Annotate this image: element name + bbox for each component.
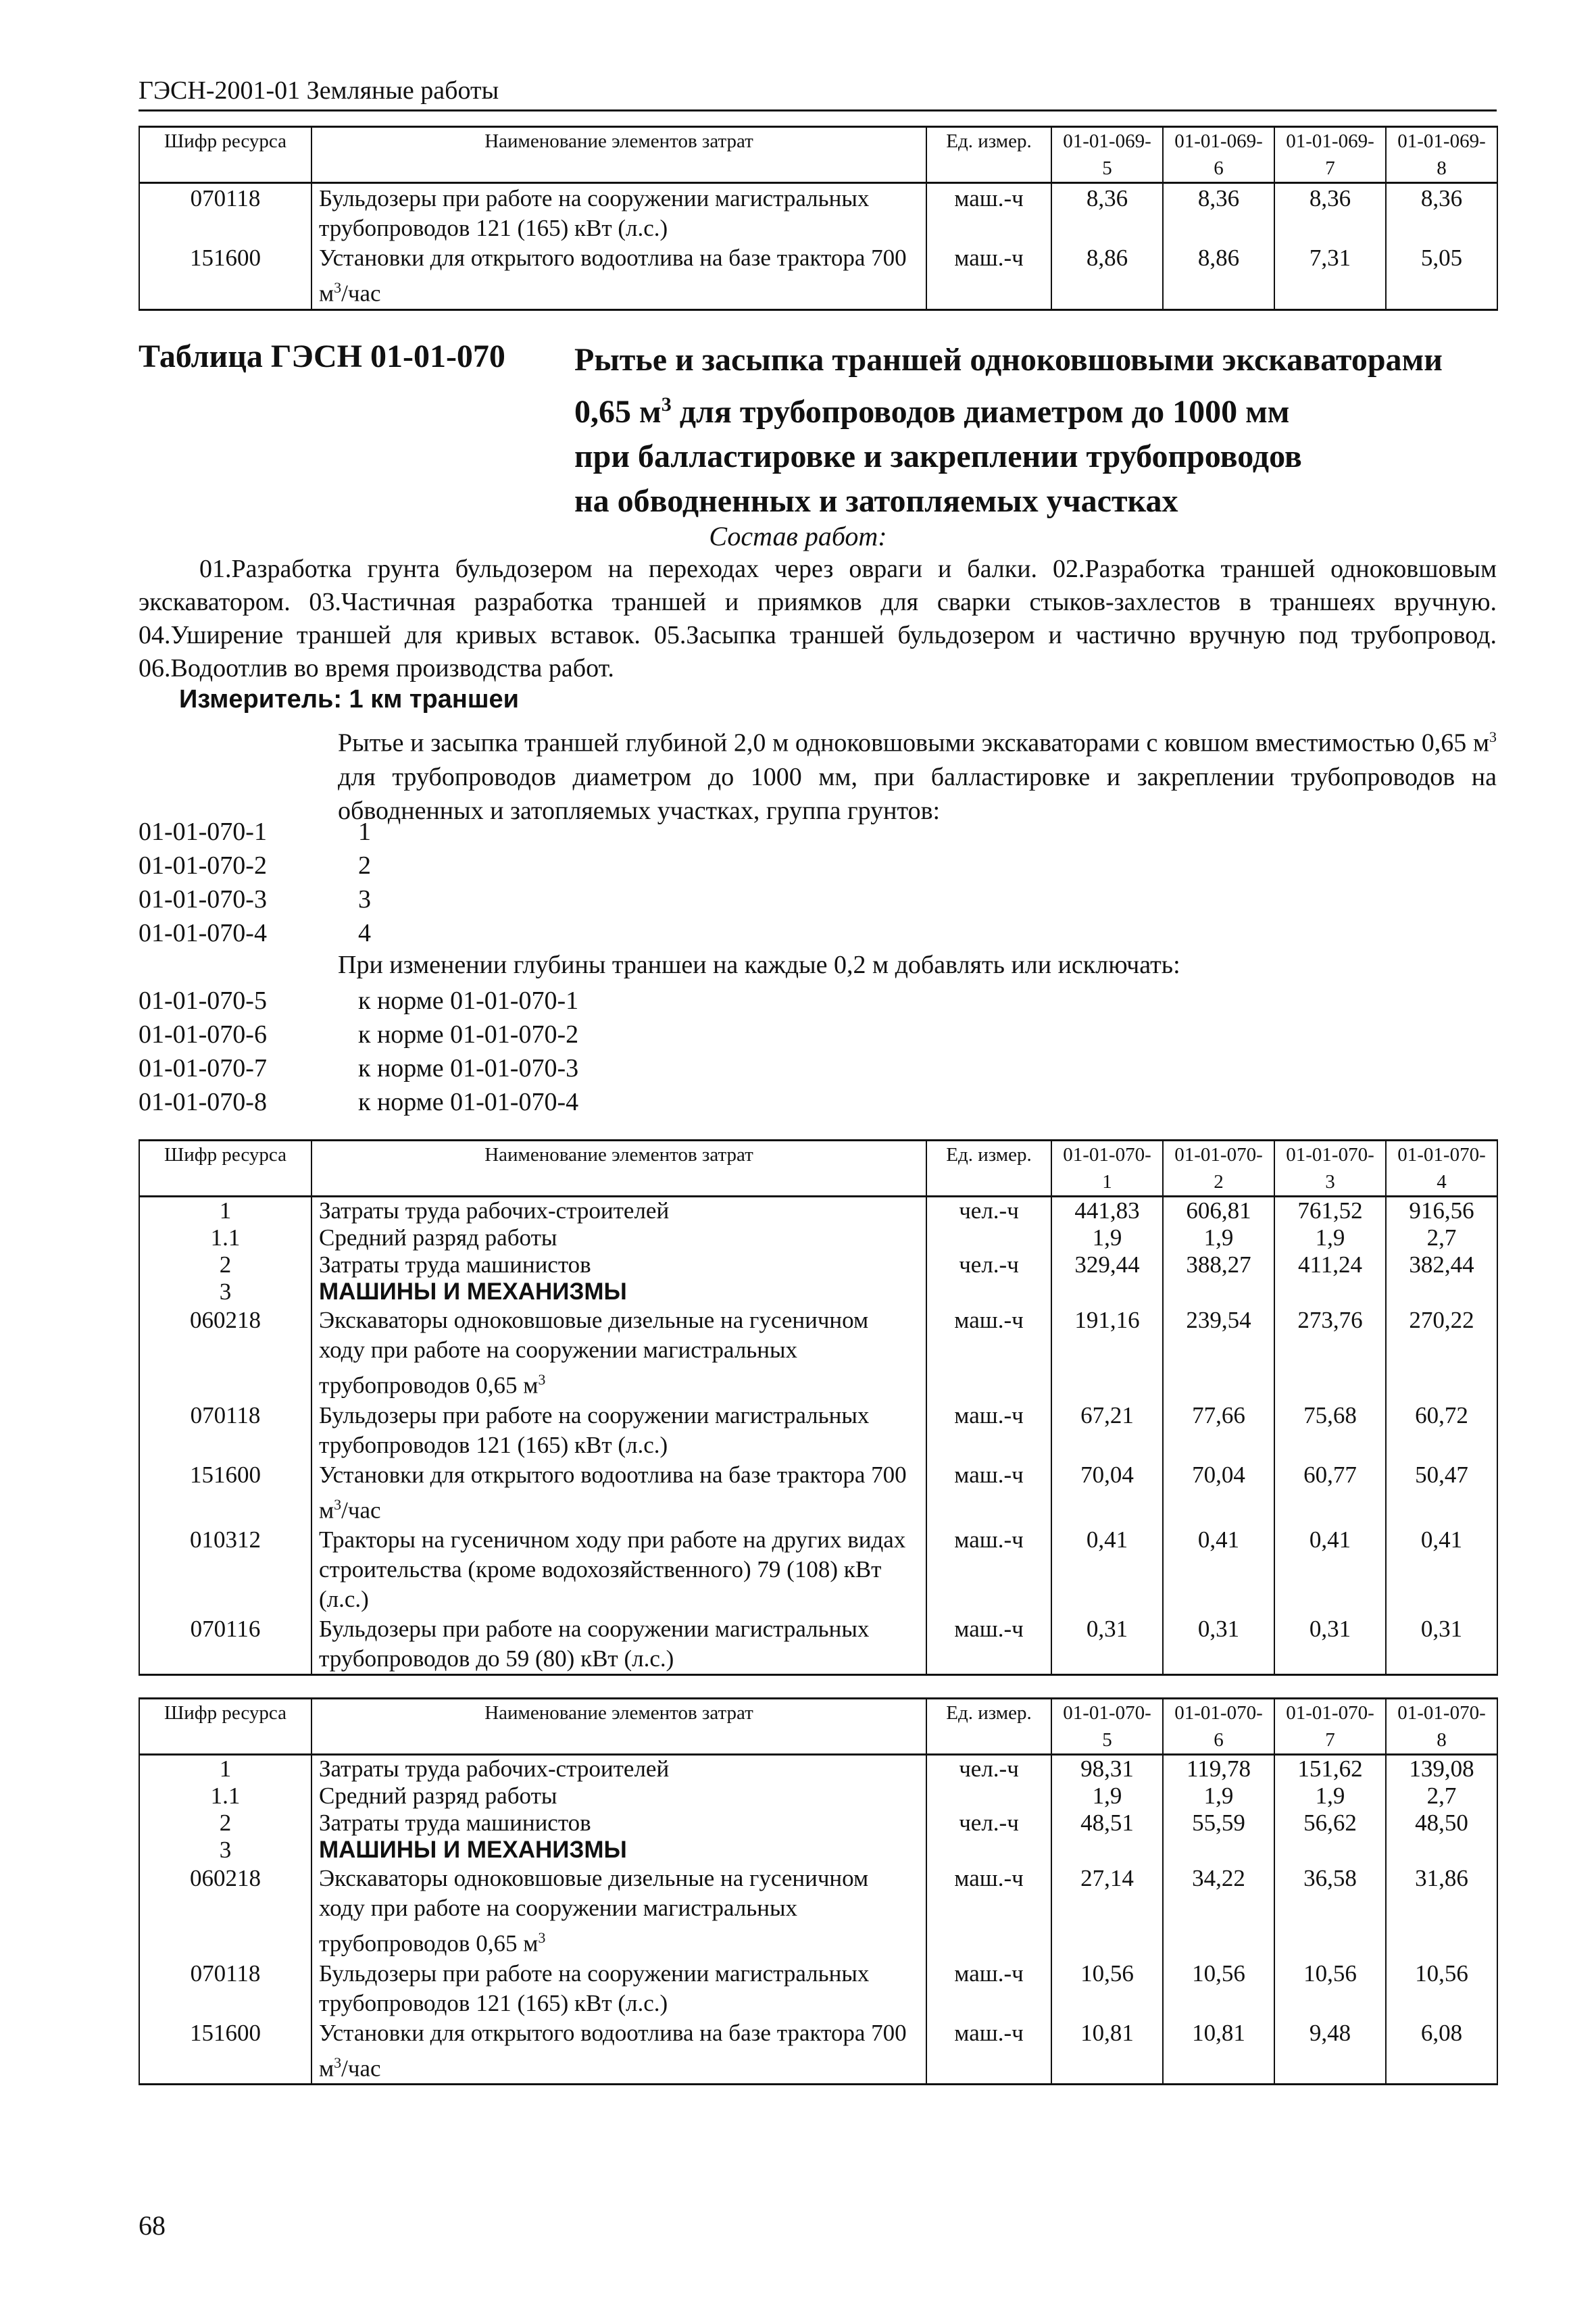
table-row [139, 1251, 1497, 1278]
table-01-01-070-5-8 [139, 1697, 1498, 2085]
resource-name: Установки для открытого водоотлива на базе трактора 700 $м^3$/час [311, 1460, 926, 1526]
section-heading: МАШИНЫ И МЕХАНИЗМЫ [311, 1278, 926, 1305]
resource-name: Экскаваторы одноковшовые дизельные на гусеничном ходу при работе на сооружении магистральных трубопроводов 0,65 $м^3$ [311, 1864, 926, 1959]
resource-name: Затраты труда машинистов [311, 1251, 926, 1278]
table-row [139, 2018, 1497, 2085]
resource-name: Затраты труда рабочих-строителей [311, 1197, 926, 1225]
resource-name: Бульдозеры при работе на сооружении магистральных трубопроводов 121 (165) кВт (л.с.) [311, 1959, 926, 2018]
resource-name: Экскаваторы одноковшовые дизельные на гусеничном ходу при работе на сооружении магистральных трубопроводов 0,65 $м^3$ [311, 1305, 926, 1401]
table-row [139, 1810, 1497, 1837]
value-cell: 75,68 [1274, 1401, 1386, 1460]
value-cell: 2,7 [1386, 1224, 1497, 1251]
resource-name: Бульдозеры при работе на сооружении магистральных трубопроводов 121 (165) кВт (л.с.) [311, 183, 926, 244]
value-cell: 5,05 [1386, 243, 1497, 309]
value-cell: 411,24 [1274, 1251, 1386, 1278]
resource-name: Средний разряд работы [311, 1783, 926, 1810]
resource-code: 060218 [139, 1864, 311, 1959]
resource-code: 1 [139, 1755, 311, 1783]
value-cell: 139,08 [1386, 1755, 1497, 1783]
resource-code: 3 [139, 1837, 311, 1864]
header-unit: Ед. измер. [926, 127, 1051, 183]
value-cell: 0,41 [1386, 1525, 1497, 1614]
header-col-2: 01-01-069-6 [1163, 127, 1274, 183]
value-cell: 60,77 [1274, 1460, 1386, 1526]
header-col-4: 01-01-070-4 [1386, 1141, 1497, 1197]
value-cell: 382,44 [1386, 1251, 1497, 1278]
resource-unit: маш.-ч [926, 183, 1051, 244]
value-cell: 55,59 [1163, 1810, 1274, 1837]
value-cell: 151,62 [1274, 1755, 1386, 1783]
value-cell: 761,52 [1274, 1197, 1386, 1225]
header-col-4: 01-01-070-8 [1386, 1699, 1497, 1755]
resource-code: 151600 [139, 1460, 311, 1526]
resource-code: 1 [139, 1197, 311, 1225]
value-cell: 10,56 [1274, 1959, 1386, 2018]
table-row [139, 1460, 1497, 1526]
resource-code: 2 [139, 1251, 311, 1278]
resource-code: 070118 [139, 1401, 311, 1460]
value-cell: 1,9 [1274, 1783, 1386, 1810]
resource-unit [926, 1783, 1051, 1810]
table-row [139, 1525, 1497, 1614]
works-text: 01.Разработка грунта бульдозером на переходах через овраги и балки. 02.Разработка траншей одноковшовым экскаватором. 03.Частичная разработка траншей и приямков для сварки стыков-захлестов в траншеях вручную. 04.Уширение траншей для кривых вставок. 05.Засыпка траншей бульдозером и частично вручную под трубопровод. 06.Водоотлив во время производства работ. [139, 555, 1497, 682]
value-cell: 0,31 [1163, 1614, 1274, 1675]
header-col-1: 01-01-070-1 [1051, 1141, 1163, 1197]
value-cell: 8,36 [1274, 183, 1386, 244]
table-title-code: Таблица ГЭСН 01-01-070 [139, 339, 505, 374]
resource-unit: маш.-ч [926, 1460, 1051, 1526]
list-item: 01-01-070-8 к норме 01-01-070-4 [139, 1088, 579, 1116]
resource-name: Установки для открытого водоотлива на базе трактора 700 $м^3$/час [311, 2018, 926, 2085]
table-row [139, 1305, 1497, 1401]
table-header-row [139, 1141, 1497, 1197]
value-cell: 6,08 [1386, 2018, 1497, 2085]
resource-unit: чел.-ч [926, 1251, 1051, 1278]
table-row [139, 243, 1497, 309]
value-cell: 0,41 [1163, 1525, 1274, 1614]
list-item: 01-01-070-4 4 [139, 919, 371, 947]
resource-unit: маш.-ч [926, 1401, 1051, 1460]
list-item: 01-01-070-1 1 [139, 818, 371, 846]
value-cell: 270,22 [1386, 1305, 1497, 1401]
resource-code: 070116 [139, 1614, 311, 1675]
value-cell: 916,56 [1386, 1197, 1497, 1225]
resource-name: Установки для открытого водоотлива на базе трактора 700 $м^3$/час [311, 243, 926, 309]
value-cell: 10,56 [1051, 1959, 1163, 2018]
table-header-row [139, 1699, 1497, 1755]
resource-code: 070118 [139, 183, 311, 244]
resource-code: 070118 [139, 1959, 311, 2018]
value-cell: 60,72 [1386, 1401, 1497, 1460]
value-cell: 1,9 [1163, 1224, 1274, 1251]
header-col-2: 01-01-070-2 [1163, 1141, 1274, 1197]
value-cell: 0,31 [1386, 1614, 1497, 1675]
resource-name: Средний разряд работы [311, 1224, 926, 1251]
value-cell: 9,48 [1274, 2018, 1386, 2085]
value-cell: 273,76 [1274, 1305, 1386, 1401]
header-unit: Ед. измер. [926, 1699, 1051, 1755]
resource-unit: маш.-ч [926, 1305, 1051, 1401]
value-cell: 70,04 [1163, 1460, 1274, 1526]
value-cell: 1,9 [1051, 1224, 1163, 1251]
header-code: Шифр ресурса [139, 127, 311, 183]
value-cell: 441,83 [1051, 1197, 1163, 1225]
value-cell: 10,56 [1386, 1959, 1497, 2018]
resource-unit: чел.-ч [926, 1197, 1051, 1225]
norm-description: Рытье и засыпка траншей глубиной 2,0 м одноковшовыми экскаваторами с ковшом вместимостью 0,65 $м^3$ для трубопроводов диаметром до 1000 мм, при балластировке и закреплении трубопроводов на обводненных и затопляемых участках, группа грунтов: [338, 728, 1497, 825]
header-col-3: 01-01-069-7 [1274, 127, 1386, 183]
table-01-01-070-1-4 [139, 1139, 1498, 1676]
resource-unit: маш.-ч [926, 1864, 1051, 1959]
works-heading: Состав работ: [709, 521, 887, 551]
resource-name: Бульдозеры при работе на сооружении магистральных трубопроводов 121 (165) кВт (л.с.) [311, 1401, 926, 1460]
header-code: Шифр ресурса [139, 1699, 311, 1755]
value-cell: 48,51 [1051, 1810, 1163, 1837]
list-item: 01-01-070-5 к норме 01-01-070-1 [139, 987, 579, 1015]
list-item: 01-01-070-7 к норме 01-01-070-3 [139, 1054, 579, 1082]
resource-unit [926, 1224, 1051, 1251]
value-cell: 8,36 [1386, 183, 1497, 244]
resource-code: 151600 [139, 243, 311, 309]
value-cell: 70,04 [1051, 1460, 1163, 1526]
header-col-2: 01-01-070-6 [1163, 1699, 1274, 1755]
resource-code: 2 [139, 1810, 311, 1837]
table-row [139, 1959, 1497, 2018]
resource-name: Тракторы на гусеничном ходу при работе на других видах строительства (кроме водохозяйственного) 79 (108) кВт (л.с.) [311, 1525, 926, 1614]
page-number: 68 [139, 2210, 166, 2241]
list-item: 01-01-070-2 2 [139, 851, 371, 880]
running-head: ГЭСН-2001-01 Земляные работы [139, 76, 1497, 111]
value-cell: 0,31 [1274, 1614, 1386, 1675]
value-cell: 0,31 [1051, 1614, 1163, 1675]
resource-code: 1.1 [139, 1224, 311, 1251]
header-name: Наименование элементов затрат [311, 1141, 926, 1197]
table-row [139, 1837, 1497, 1864]
resource-code: 060218 [139, 1305, 311, 1401]
table-row [139, 183, 1497, 244]
table-row [139, 1755, 1497, 1783]
value-cell: 2,7 [1386, 1783, 1497, 1810]
resource-unit: маш.-ч [926, 1614, 1051, 1675]
section-heading: МАШИНЫ И МЕХАНИЗМЫ [311, 1837, 926, 1864]
header-code: Шифр ресурса [139, 1141, 311, 1197]
header-col-1: 01-01-069-5 [1051, 127, 1163, 183]
header-col-4: 01-01-069-8 [1386, 127, 1497, 183]
table-01-01-069-continuation [139, 126, 1498, 311]
value-cell: 1,9 [1163, 1783, 1274, 1810]
table-row [139, 1278, 1497, 1305]
header-col-3: 01-01-070-3 [1274, 1141, 1386, 1197]
resource-code: 151600 [139, 2018, 311, 2085]
value-cell: 0,41 [1051, 1525, 1163, 1614]
table-row [139, 1197, 1497, 1225]
resource-unit: маш.-ч [926, 1525, 1051, 1614]
resource-code: 010312 [139, 1525, 311, 1614]
value-cell: 191,16 [1051, 1305, 1163, 1401]
value-cell: 10,81 [1163, 2018, 1274, 2085]
value-cell: 34,22 [1163, 1864, 1274, 1959]
resource-unit: маш.-ч [926, 243, 1051, 309]
resource-unit: чел.-ч [926, 1755, 1051, 1783]
value-cell: 31,86 [1386, 1864, 1497, 1959]
value-cell: 48,50 [1386, 1810, 1497, 1837]
value-cell: 8,86 [1163, 243, 1274, 309]
depth-adjust-list [139, 984, 578, 1119]
header-col-3: 01-01-070-7 [1274, 1699, 1386, 1755]
resource-unit: маш.-ч [926, 1959, 1051, 2018]
value-cell: 56,62 [1274, 1810, 1386, 1837]
value-cell: 10,81 [1051, 2018, 1163, 2085]
value-cell: 0,41 [1274, 1525, 1386, 1614]
value-cell: 36,58 [1274, 1864, 1386, 1959]
value-cell: 8,36 [1051, 183, 1163, 244]
value-cell: 8,36 [1163, 183, 1274, 244]
measure-unit: Измеритель: 1 км траншеи [179, 685, 519, 714]
header-unit: Ед. измер. [926, 1141, 1051, 1197]
value-cell: 27,14 [1051, 1864, 1163, 1959]
table-header-row [139, 127, 1497, 183]
value-cell: 98,31 [1051, 1755, 1163, 1783]
value-cell: 77,66 [1163, 1401, 1274, 1460]
resource-unit: чел.-ч [926, 1810, 1051, 1837]
table-row [139, 1401, 1497, 1460]
table-row [139, 1864, 1497, 1959]
table-title: Рытье и засыпка траншей одноковшовыми экскаваторами 0,65 $м^3$ для трубопроводов диаметром до 1000 мм при балластировке и закреплении трубопроводов на обводненных и затопляемых участках [574, 342, 1443, 519]
value-cell: 50,47 [1386, 1460, 1497, 1526]
depth-note: При изменении глубины траншеи на каждые 0,2 м добавлять или исключать: [338, 951, 1180, 979]
value-cell: 329,44 [1051, 1251, 1163, 1278]
header-col-1: 01-01-070-5 [1051, 1699, 1163, 1755]
value-cell: 67,21 [1051, 1401, 1163, 1460]
header-name: Наименование элементов затрат [311, 127, 926, 183]
value-cell: 239,54 [1163, 1305, 1274, 1401]
value-cell: 7,31 [1274, 243, 1386, 309]
table-row [139, 1224, 1497, 1251]
resource-unit: маш.-ч [926, 2018, 1051, 2085]
resource-name: Бульдозеры при работе на сооружении магистральных трубопроводов до 59 (80) кВт (л.с.) [311, 1614, 926, 1675]
value-cell: 1,9 [1051, 1783, 1163, 1810]
table-row [139, 1614, 1497, 1675]
value-cell: 606,81 [1163, 1197, 1274, 1225]
value-cell: 8,86 [1051, 243, 1163, 309]
header-name: Наименование элементов затрат [311, 1699, 926, 1755]
value-cell: 119,78 [1163, 1755, 1274, 1783]
resource-name: Затраты труда рабочих-строителей [311, 1755, 926, 1783]
value-cell: 10,56 [1163, 1959, 1274, 2018]
list-item: 01-01-070-6 к норме 01-01-070-2 [139, 1020, 579, 1049]
table-row [139, 1783, 1497, 1810]
value-cell: 1,9 [1274, 1224, 1386, 1251]
resource-code: 3 [139, 1278, 311, 1305]
soil-group-list [139, 815, 371, 950]
value-cell: 388,27 [1163, 1251, 1274, 1278]
list-item: 01-01-070-3 3 [139, 885, 371, 914]
resource-code: 1.1 [139, 1783, 311, 1810]
resource-name: Затраты труда машинистов [311, 1810, 926, 1837]
